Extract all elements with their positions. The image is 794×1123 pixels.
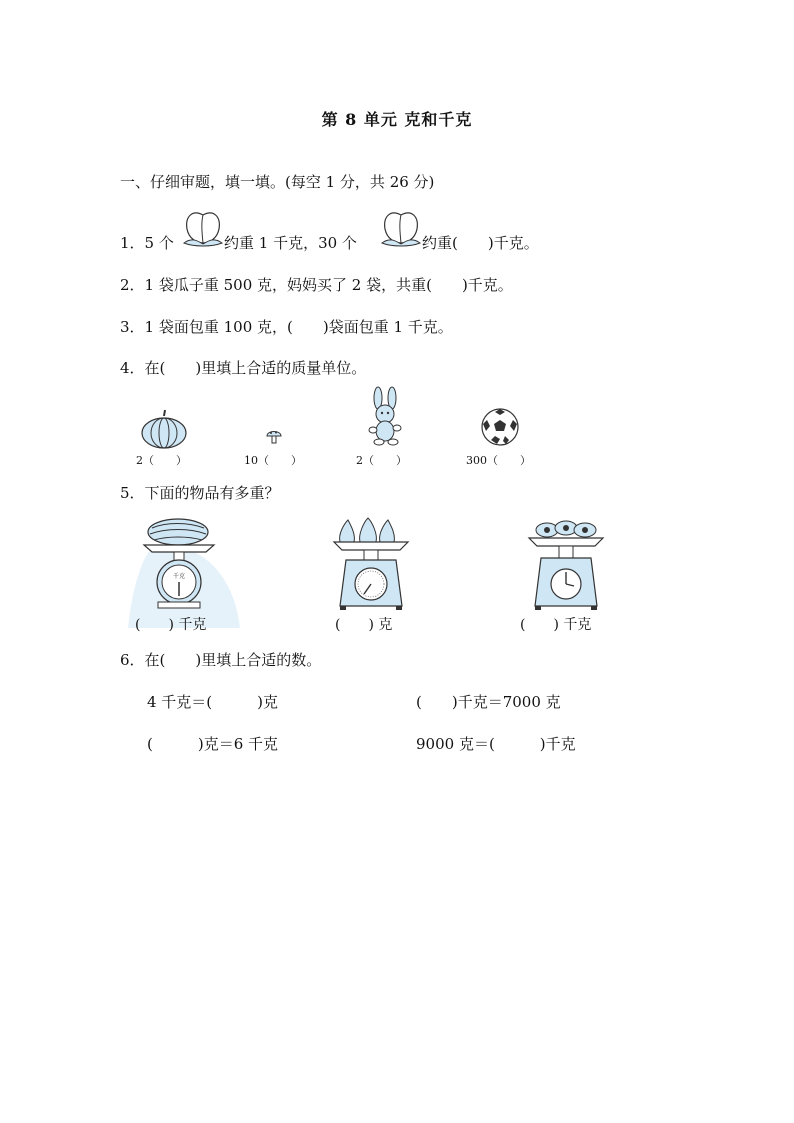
peach-icon xyxy=(380,207,422,247)
soccer-ball-icon xyxy=(481,408,519,446)
q4-text: 4．在( )里填上合适的质量单位。 xyxy=(120,359,367,377)
q3-text: 3．1 袋面包重 100 克，( )袋面包重 1 千克。 xyxy=(120,318,453,336)
section-heading: 一、仔细审题，填一填。(每空 1 分，共 26 分) xyxy=(120,173,435,191)
platform-scale-3 xyxy=(525,518,607,612)
peach-icon xyxy=(182,207,224,247)
q1-part-b: 约重 1 千克，30 个 xyxy=(224,234,357,252)
rabbit-icon xyxy=(364,388,406,446)
dial-unit-label: 千克 xyxy=(173,573,186,580)
q4-item-3-label: 2（ ） xyxy=(356,454,407,467)
q5-scale-3-label: ( ) 千克 xyxy=(520,617,592,633)
q6-eq4: 9000 克＝( )千克 xyxy=(416,735,576,753)
q6-eq3: ( )克＝6 千克 xyxy=(147,735,279,753)
cabbage-icon xyxy=(536,521,596,537)
q4-item-1-label: 2（ ） xyxy=(136,454,187,467)
q4-item-2-label: 10（ ） xyxy=(244,454,302,467)
q6-eq2: ( )千克＝7000 克 xyxy=(416,693,561,711)
q5-scale-2-label: ( ) 克 xyxy=(335,617,393,633)
q2-text: 2．1 袋瓜子重 500 克，妈妈买了 2 袋，共重( )千克。 xyxy=(120,276,513,294)
pumpkin-icon xyxy=(140,410,188,450)
q1-part-a: 1．5 个 xyxy=(120,234,174,252)
q6-text: 6．在( )里填上合适的数。 xyxy=(120,651,322,669)
q1-part-c: 约重( )千克。 xyxy=(422,234,539,252)
mushroom-icon xyxy=(266,428,282,444)
page-title: 第 8 单元 克和千克 xyxy=(321,110,473,129)
q4-item-4-label: 300（ ） xyxy=(466,454,531,467)
q5-text: 5．下面的物品有多重？ xyxy=(120,484,280,502)
q6-eq1: 4 千克＝( )克 xyxy=(147,693,279,711)
q5-scale-1-label: ( ) 千克 xyxy=(135,617,207,633)
platform-scale-2 xyxy=(330,514,412,612)
